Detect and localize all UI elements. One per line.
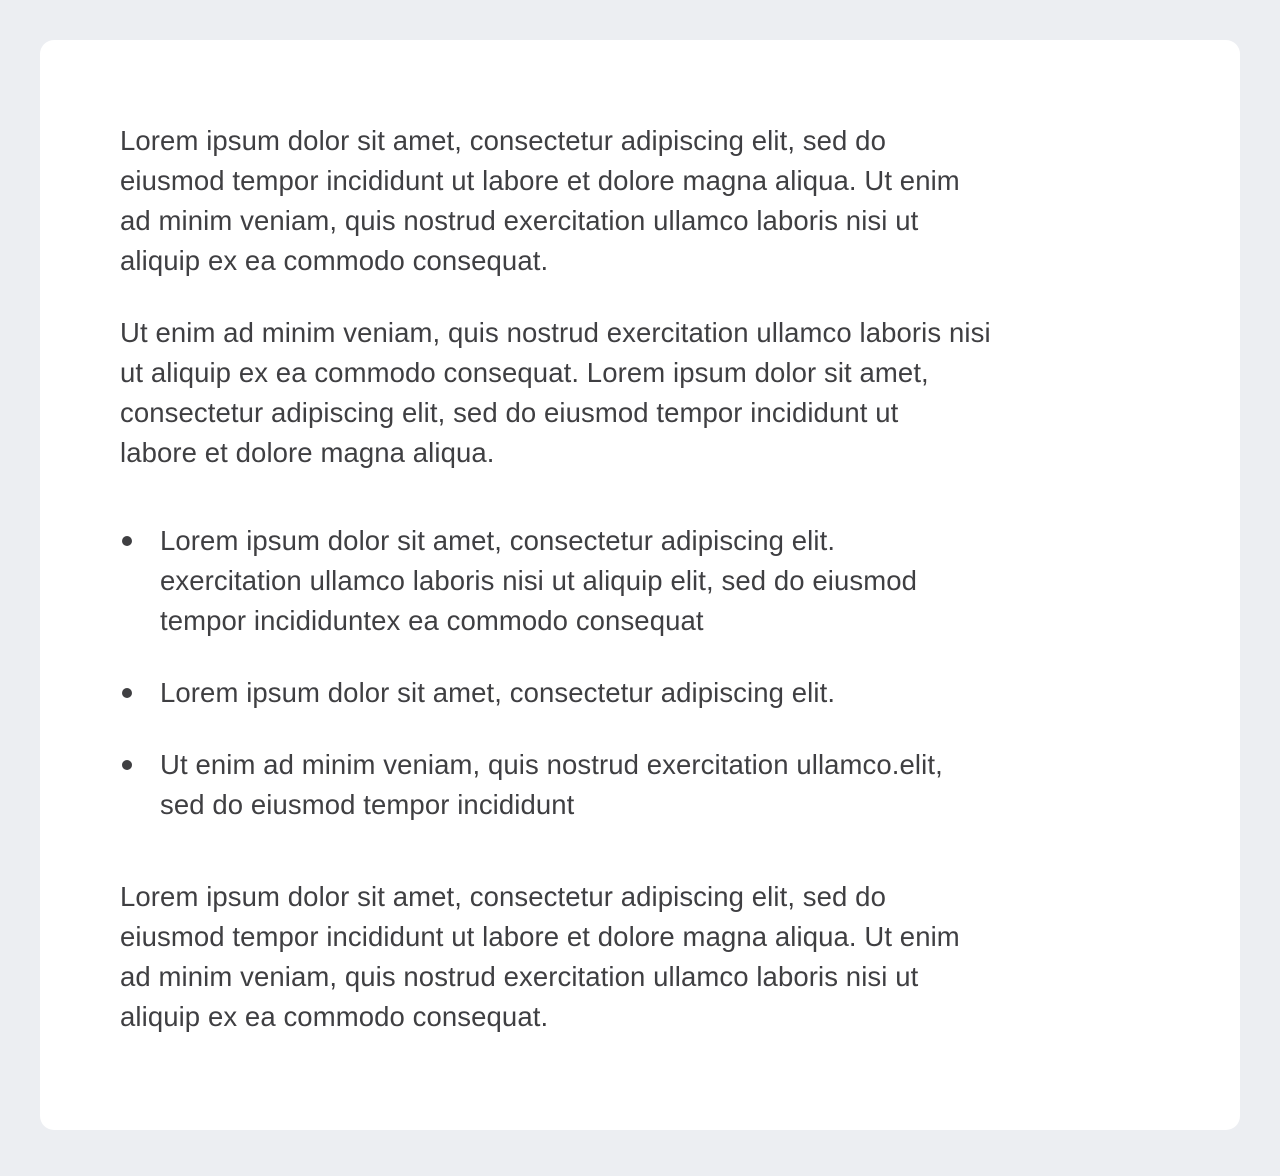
text-line: Ut enim ad minim veniam, quis nostrud exercitation ullamco.elit, [160,749,943,780]
text-line: Ut enim ad minim veniam, quis nostrud exercitation ullamco laboris nisi [120,317,991,348]
content-card [40,40,1240,1130]
list-item [120,745,1180,825]
text-line: ut aliquip ex ea commodo consequat. Lorem ipsum dolor sit amet, [120,357,929,388]
bullet-icon [122,688,132,698]
text-line: ad minim veniam, quis nostrud exercitation ullamco laboris nisi ut [120,205,919,236]
list-item [120,521,1180,641]
text-line: labore et dolore magna aliqua. [120,437,495,468]
text-line: Lorem ipsum dolor sit amet, consectetur adipiscing elit, sed do [120,125,886,156]
text-line: aliquip ex ea commodo consequat. [120,1001,549,1032]
text-line: Lorem ipsum dolor sit amet, consectetur adipiscing elit, sed do [120,881,886,912]
list-item [120,673,1180,713]
text-line: Lorem ipsum dolor sit amet, consectetur adipiscing elit. [160,677,836,708]
text-line: ad minim veniam, quis nostrud exercitation ullamco laboris nisi ut [120,961,919,992]
text-line: tempor incididuntex ea commodo consequat [160,605,704,636]
paragraph-2 [120,313,1180,473]
paragraph-1 [120,121,1180,281]
text-line: eiusmod tempor incididunt ut labore et dolore magna aliqua. Ut enim [120,165,960,196]
bullet-icon [122,760,132,770]
paragraph-3 [120,877,1180,1037]
bullet-list [120,521,1180,825]
text-line: aliquip ex ea commodo consequat. [120,245,549,276]
text-line: exercitation ullamco laboris nisi ut aliquip elit, sed do eiusmod [160,565,918,596]
text-line: Lorem ipsum dolor sit amet, consectetur adipiscing elit. [160,525,836,556]
document-body [120,121,1180,1069]
text-line: eiusmod tempor incididunt ut labore et dolore magna aliqua. Ut enim [120,921,960,952]
text-line: sed do eiusmod tempor incididunt [160,789,575,820]
text-line: consectetur adipiscing elit, sed do eiusmod tempor incididunt ut [120,397,899,428]
bullet-icon [122,536,132,546]
